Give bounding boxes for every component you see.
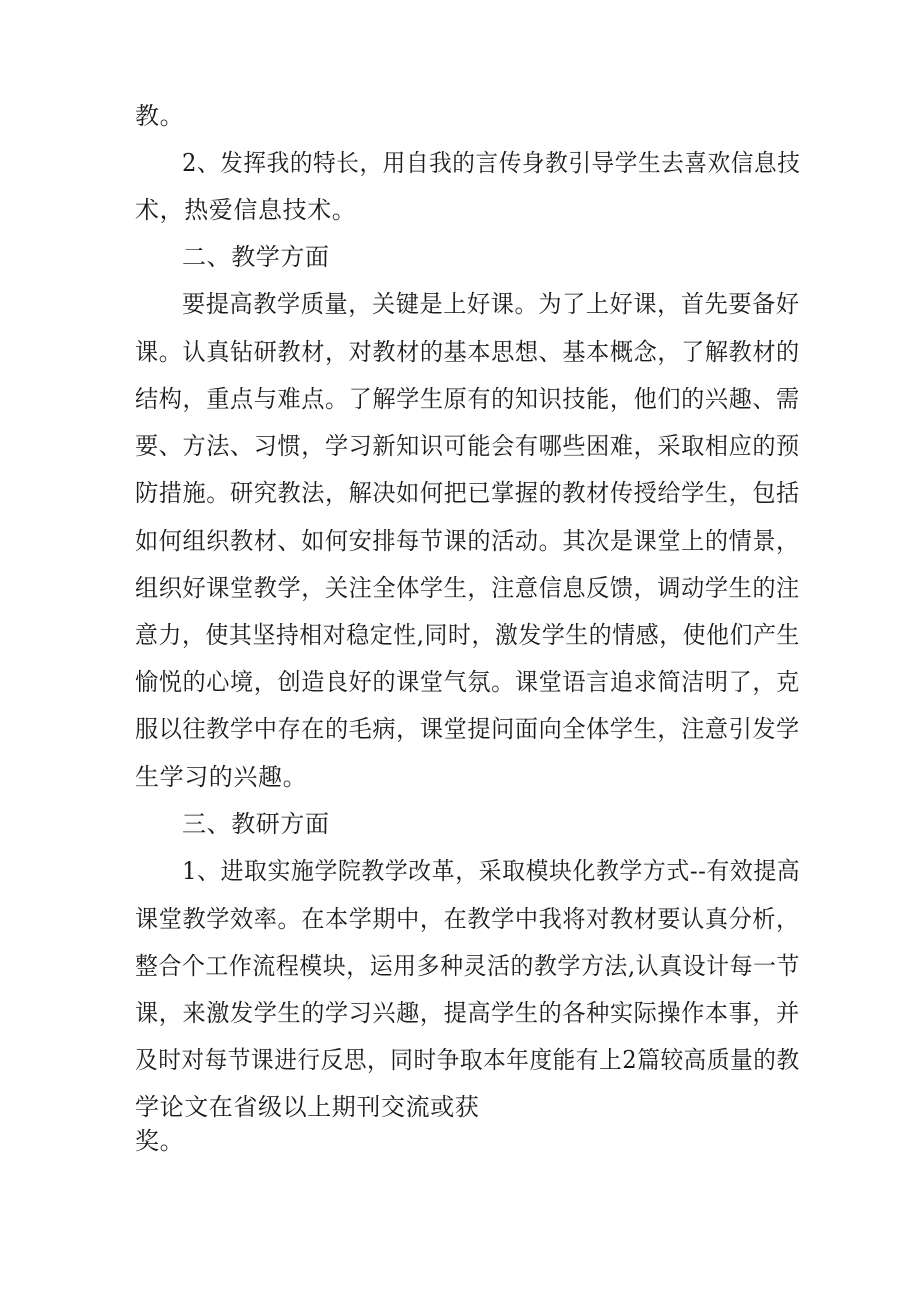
text-line: 要提高教学质量，关键是上好课。为了上好课，首先要备好 [182, 290, 800, 318]
text-line: 1、进取实施学院教学改革，采取模块化教学方式--有效提高 [182, 857, 801, 885]
text-line: 课，来激发学生的学习兴趣，提高学生的各种实际操作本事，并 [135, 999, 800, 1027]
text-line: 如何组织教材、如何安排每节课的活动。其次是课堂上的情景， [135, 527, 800, 555]
section-heading: 三、教研方面 [182, 810, 330, 838]
text-line: 课。认真钻研教材，对教材的基本思想、基本概念，了解教材的 [135, 338, 800, 366]
text-line: 生学习的兴趣。 [135, 763, 308, 791]
text-line: 要、方法、习惯，学习新知识可能会有哪些困难，采取相应的预 [135, 432, 800, 460]
text-line: 防措施。研究教法，解决如何把已掌握的教材传授给学生，包括 [135, 479, 800, 507]
text-line: 2、发挥我的特长，用自我的言传身教引导学生去喜欢信息技 [182, 149, 801, 177]
text-line: 愉悦的心境，创造良好的课堂气氛。课堂语言追求简洁明了，克 [135, 668, 800, 696]
text-line: 学论文在省级以上期刊交流或获 [135, 1093, 480, 1121]
text-line: 教。 [135, 102, 185, 130]
text-line: 及时对每节课进行反思，同时争取本年度能有上2篇较高质量的教 [135, 1046, 800, 1074]
text-line: 课堂教学效率。在本学期中，在教学中我将对教材要认真分析， [135, 905, 800, 933]
text-line: 结构，重点与难点。了解学生原有的知识技能，他们的兴趣、需 [135, 385, 800, 413]
text-line: 意力，使其坚持相对稳定性,同时，激发学生的情感，使他们产生 [135, 621, 801, 649]
text-line: 术，热爱信息技术。 [135, 196, 357, 224]
text-line: 服以往教学中存在的毛病，课堂提问面向全体学生，注意引发学 [135, 715, 800, 743]
section-heading: 二、教学方面 [182, 243, 330, 271]
text-line: 奖。 [135, 1127, 185, 1155]
text-line: 组织好课堂教学，关注全体学生，注意信息反馈，调动学生的注 [135, 574, 800, 602]
text-line: 整合个工作流程模块，运用多种灵活的教学方法,认真设计每一节 [135, 952, 801, 980]
